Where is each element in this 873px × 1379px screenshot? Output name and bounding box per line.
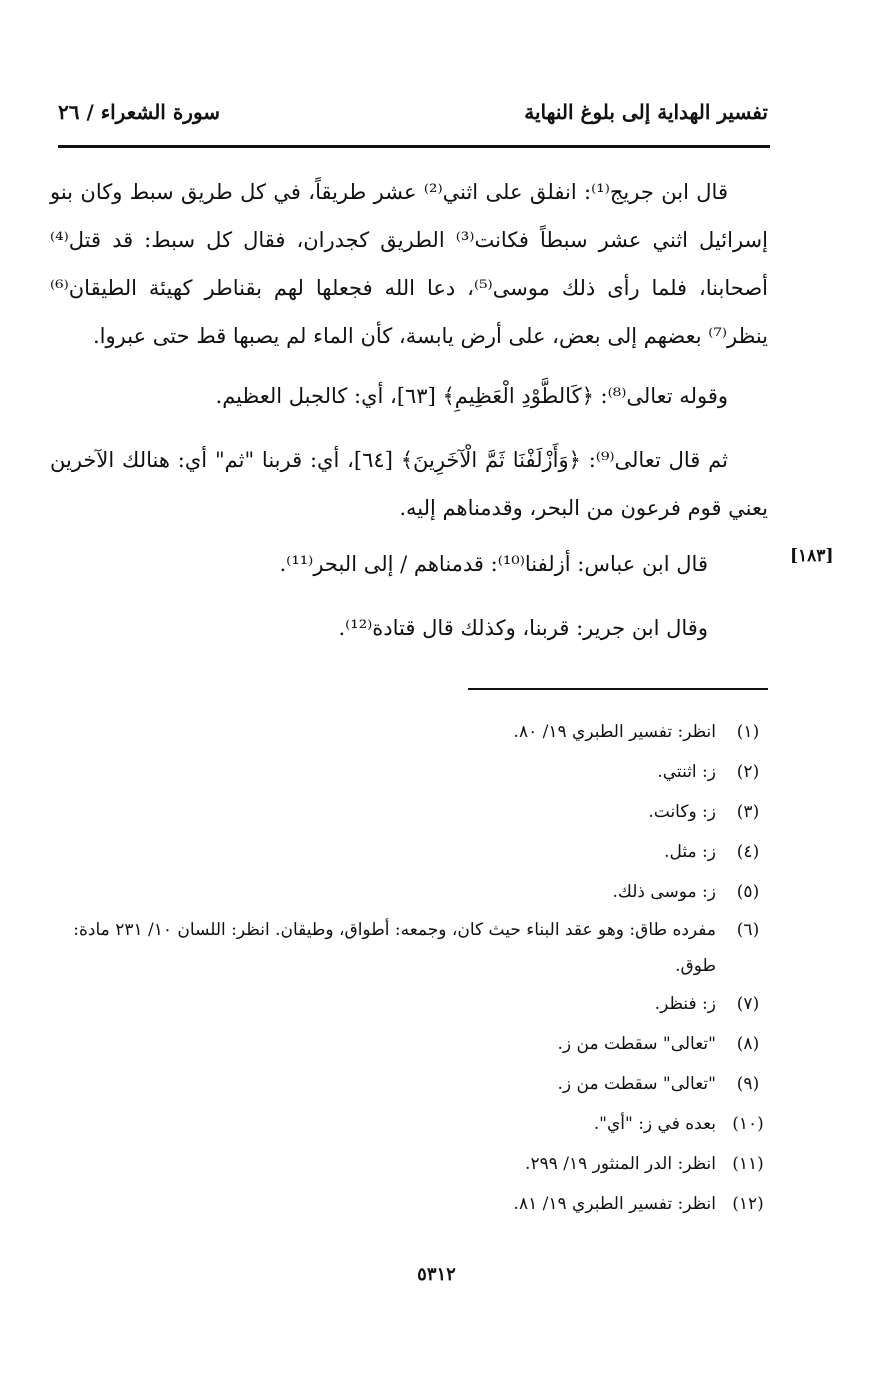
footnote: (١٢) انظر: تفسير الطبري ١٩/ ٨١. [513,1194,764,1214]
footnote-rule [468,688,768,690]
footnote: (٣) ز: وكانت. [648,802,760,822]
footnote: (٥) ز: موسى ذلك. [612,882,760,902]
footnote: (٧) ز: فنظر. [654,994,760,1014]
footnotes [50,712,768,1224]
footnote: (٢) ز: اثنتي. [657,762,760,782]
footnote: (٦) مفرده طاق: وهو عقد البناء حيث كان، وجمعه: أطواق، وطيقان. انظر: اللسان ١٠/ ٢٣١ مادة: طوق. [73,920,760,976]
footnote: (١٠) بعده في ز: "أي". [593,1114,764,1134]
footnote: (٤) ز: مثل. [664,842,760,862]
main-text [50,168,768,360]
paragraph-1: قال ابن جريج⁽¹⁾: انفلق على اثني⁽²⁾ عشر طريقاً، في كل طريق سبط وكان بنو إسرائيل اثني عشر سبطاً فكانت⁽³⁾ الطريق كجدران، فقال كل سبط: قد قتل⁽⁴⁾ أصحابنا، فلما رأى ذلك موسى⁽⁵⁾، دعا الله فجعلها لهم بقناطر كهيئة الطيقان⁽⁶⁾ ينظر⁽⁷⁾ بعضهم إلى بعض، على أرض يابسة، كأن الماء لم يصبها قط حتى عبروا. [50,180,768,348]
book-title: تفسير الهداية إلى بلوغ النهاية [524,100,768,124]
paragraph-3: ثم قال تعالى⁽⁹⁾: ﴿وَأَزْلَفْنَا ثَمَّ الْآخَرِينَ﴾ [٦٤]، أي: قربنا "ثم" أي: هنالك الآخرين يعني قوم فرعون من البحر، وقدمناهم إليه. [50,448,768,520]
page-number: ٥٣١٢ [417,1264,456,1285]
footnote: (٩) "تعالى" سقطت من ز. [557,1074,760,1094]
paragraph-5: وقال ابن جرير: قربنا، وكذلك قال قتادة⁽¹²⁾. [338,616,708,640]
running-header [58,100,768,140]
manuscript-folio-marker: [١٨٣] [790,546,834,566]
main-text-2 [50,372,768,420]
main-text-4 [50,540,768,588]
footnote: (٨) "تعالى" سقطت من ز. [557,1034,760,1054]
paragraph-2: وقوله تعالى⁽⁸⁾: ﴿كَالطَّوْدِ الْعَظِيمِ﴾ [٦٣]، أي: كالجبل العظيم. [215,384,728,408]
header-rule [58,145,770,148]
main-text-5 [50,604,768,652]
footnote: (١١) انظر: الدر المنثور ١٩/ ٢٩٩. [525,1154,764,1174]
footnote: (١) انظر: تفسير الطبري ١٩/ ٨٠. [513,722,760,742]
paragraph-4: قال ابن عباس: أزلفنا⁽¹⁰⁾: قدمناهم / إلى البحر⁽¹¹⁾. [279,552,708,576]
surah-title: سورة الشعراء / ٢٦ [58,100,221,124]
main-text-3 [50,436,768,532]
